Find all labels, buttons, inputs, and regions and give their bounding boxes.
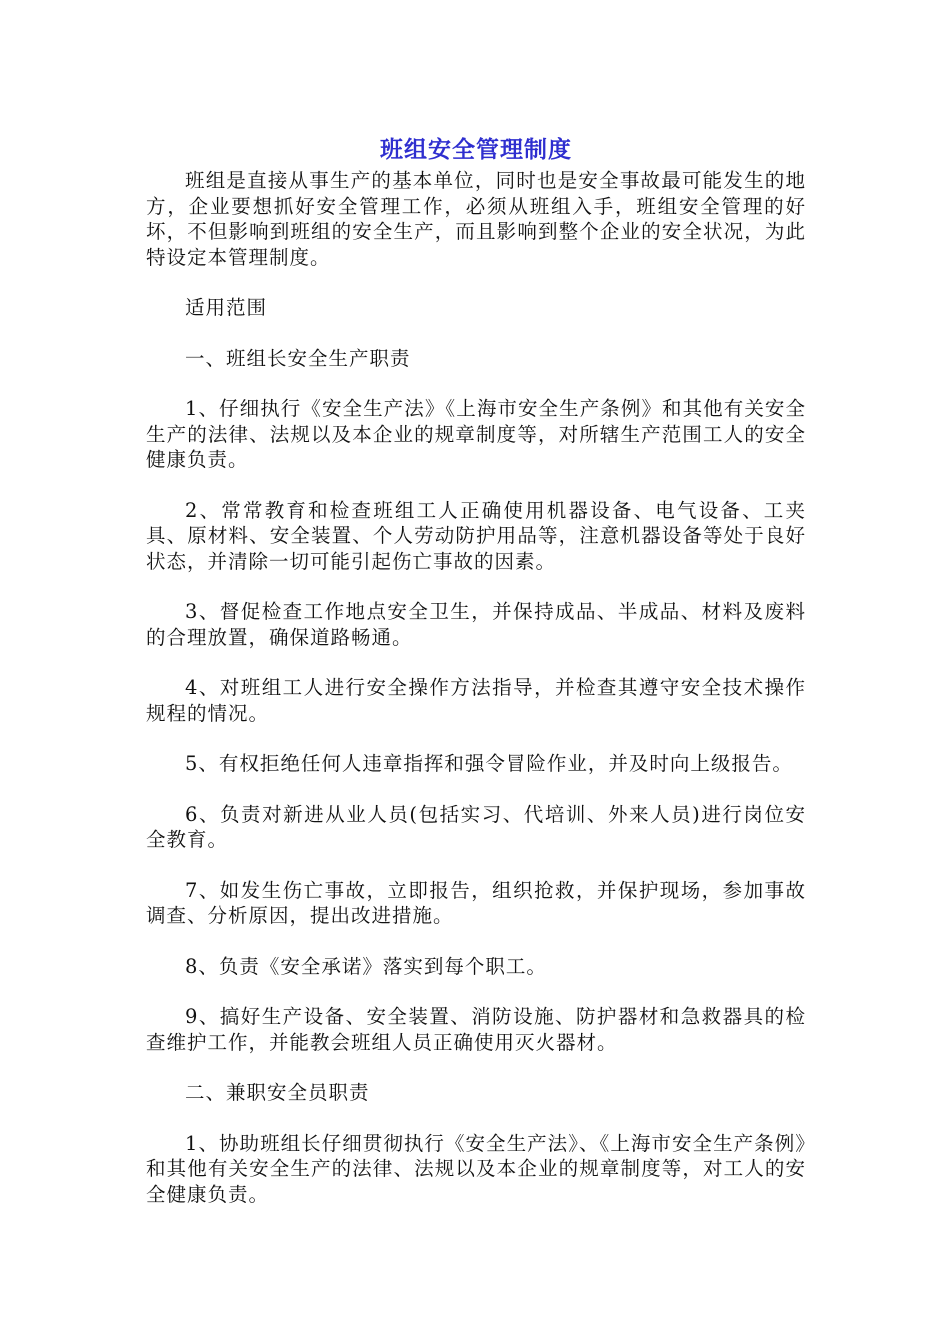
safety-officer-duty-1: 1、协助班组长仔细贯彻执行《安全生产法》、《上海市安全生产条例》和其他有关安全生产的法律、法规以及本企业的规章制度等，对工人的安全健康负责。 xyxy=(146,1131,806,1206)
team-leader-duty-4: 4、对班组工人进行安全操作方法指导，并检查其遵守安全技术操作规程的情况。 xyxy=(146,676,806,725)
document-title: 班组安全管理制度 xyxy=(380,137,572,163)
team-leader-duty-1: 1、仔细执行《安全生产法》《上海市安全生产条例》和其他有关安全生产的法律、法规以及本企业的规章制度等，对所辖生产范围工人的安全健康负责。 xyxy=(146,397,806,471)
team-leader-duty-8: 8、负责《安全承诺》落实到每个职工。 xyxy=(185,954,547,978)
section-heading-safety-officer: 二、兼职安全员职责 xyxy=(185,1081,370,1104)
team-leader-duty-3: 3、督促检查工作地点安全卫生，并保持成品、半成品、材料及废料的合理放置，确保道路畅通。 xyxy=(146,600,806,649)
team-leader-duty-5: 5、有权拒绝任何人违章指挥和强令冒险作业，并及时向上级报告。 xyxy=(185,752,793,775)
team-leader-duty-7: 7、如发生伤亡事故，立即报告，组织抢救，并保护现场，参加事故调查、分析原因，提出改进措施。 xyxy=(146,878,806,927)
scope-heading: 适用范围 xyxy=(185,296,268,319)
team-leader-duty-9: 9、搞好生产设备、安全装置、消防设施、防护器材和急救器具的检查维护工作，并能教会班组人员正确使用灭火器材。 xyxy=(146,1005,806,1054)
document-page xyxy=(146,130,806,1232)
team-leader-duty-6: 6、负责对新进从业人员(包括实习、代培训、外来人员)进行岗位安全教育。 xyxy=(146,802,806,851)
intro-paragraph: 班组是直接从事生产的基本单位，同时也是安全事故最可能发生的地方，企业要想抓好安全管理工作，必须从班组入手，班组安全管理的好坏，不但影响到班组的安全生产，而且影响到整个企业的安全状况，为此特设定本管理制度。 xyxy=(146,169,806,269)
team-leader-duty-2: 2、常常教育和检查班组工人正确使用机器设备、电气设备、工夹具、原材料、安全装置、个人劳动防护用品等，注意机器设备等处于良好状态，并清除一切可能引起伤亡事故的因素。 xyxy=(146,498,806,573)
section-heading-team-leader: 一、班组长安全生产职责 xyxy=(185,346,411,370)
